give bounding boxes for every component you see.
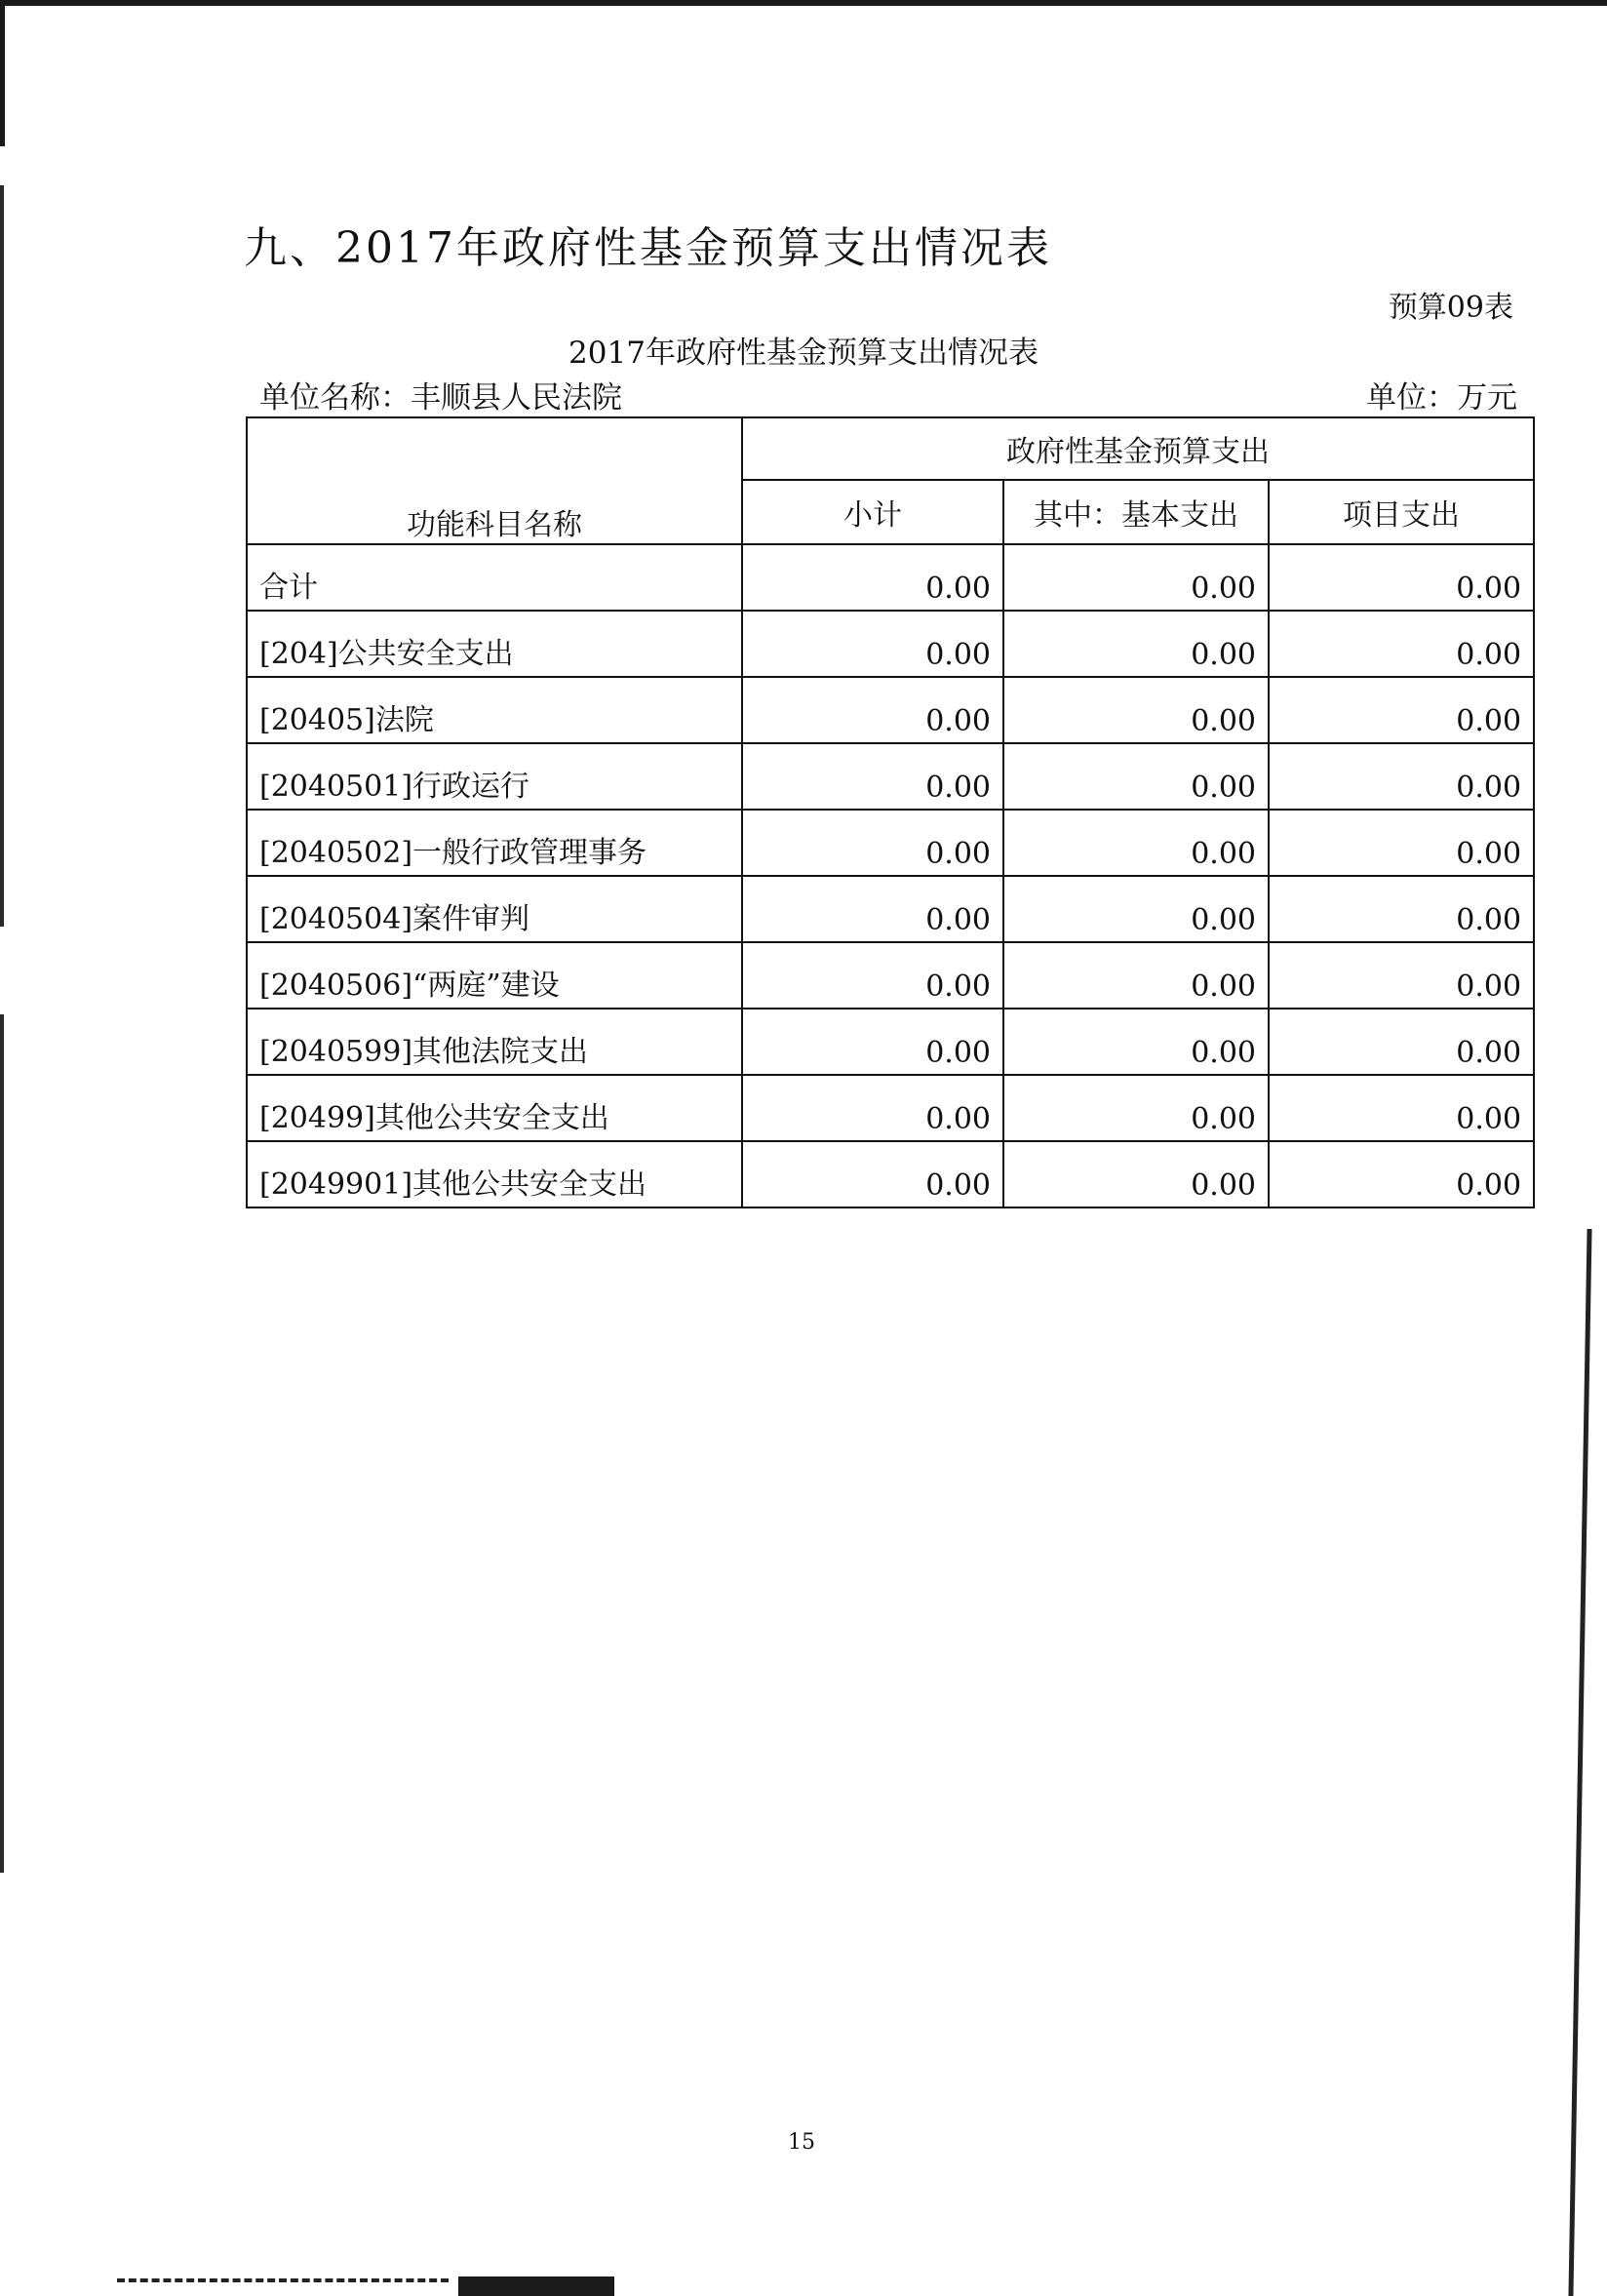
basic-cell: 0.00 bbox=[1003, 743, 1269, 810]
page-number: 15 bbox=[788, 2130, 815, 2155]
table-row bbox=[247, 942, 1534, 1009]
section-title: 九、2017年政府性基金预算支出情况表 bbox=[244, 223, 1052, 273]
subtotal-cell: 0.00 bbox=[742, 677, 1003, 743]
subtotal-cell: 0.00 bbox=[742, 876, 1003, 942]
row-name: [20499]其他公共安全支出 bbox=[247, 1075, 742, 1141]
table-row bbox=[247, 611, 1534, 677]
subtotal-cell: 0.00 bbox=[742, 810, 1003, 876]
basic-cell: 0.00 bbox=[1003, 876, 1269, 942]
project-cell: 0.00 bbox=[1269, 677, 1534, 743]
project-cell: 0.00 bbox=[1269, 544, 1534, 611]
table-row bbox=[247, 677, 1534, 743]
unit-label: 单位：万元 bbox=[1366, 380, 1517, 416]
basic-cell: 0.00 bbox=[1003, 810, 1269, 876]
project-cell: 0.00 bbox=[1269, 743, 1534, 810]
scan-edge-right bbox=[1568, 1229, 1591, 2296]
row-name: [2040501]行政运行 bbox=[247, 743, 742, 810]
scan-edge-left bbox=[0, 185, 4, 927]
scan-edge-bottom bbox=[117, 2278, 449, 2286]
budget-table bbox=[246, 416, 1535, 1208]
table-row bbox=[247, 544, 1534, 611]
table-row bbox=[247, 1009, 1534, 1075]
project-cell: 0.00 bbox=[1269, 1141, 1534, 1207]
scan-edge-left bbox=[0, 1014, 4, 1873]
column-group-header: 政府性基金预算支出 bbox=[742, 417, 1534, 480]
project-cell: 0.00 bbox=[1269, 1075, 1534, 1141]
column-header-subtotal: 小计 bbox=[742, 480, 1003, 544]
scan-edge-top bbox=[0, 0, 1607, 6]
basic-cell: 0.00 bbox=[1003, 1141, 1269, 1207]
table-row bbox=[247, 743, 1534, 810]
org-name: 单位名称：丰顺县人民法院 bbox=[259, 380, 622, 416]
project-cell: 0.00 bbox=[1269, 611, 1534, 677]
basic-cell: 0.00 bbox=[1003, 611, 1269, 677]
subtotal-cell: 0.00 bbox=[742, 611, 1003, 677]
row-name: [20405]法院 bbox=[247, 677, 742, 743]
subtotal-cell: 0.00 bbox=[742, 544, 1003, 611]
project-cell: 0.00 bbox=[1269, 810, 1534, 876]
column-header-basic: 其中：基本支出 bbox=[1003, 480, 1269, 544]
org-row bbox=[259, 373, 1517, 416]
row-name: [2049901]其他公共安全支出 bbox=[247, 1141, 742, 1207]
scan-edge-bottom bbox=[458, 2276, 614, 2296]
row-name: [2040504]案件审判 bbox=[247, 876, 742, 942]
table-row bbox=[247, 1141, 1534, 1207]
project-cell: 0.00 bbox=[1269, 876, 1534, 942]
basic-cell: 0.00 bbox=[1003, 1009, 1269, 1075]
project-cell: 0.00 bbox=[1269, 942, 1534, 1009]
form-id: 预算09表 bbox=[1388, 291, 1513, 325]
row-name: 合计 bbox=[247, 544, 742, 611]
subtotal-cell: 0.00 bbox=[742, 1009, 1003, 1075]
table-row bbox=[247, 876, 1534, 942]
column-header-name: 功能科目名称 bbox=[247, 417, 742, 544]
project-cell: 0.00 bbox=[1269, 1009, 1534, 1075]
row-name: [2040599]其他法院支出 bbox=[247, 1009, 742, 1075]
basic-cell: 0.00 bbox=[1003, 1075, 1269, 1141]
scan-edge-left bbox=[0, 0, 5, 146]
subtotal-cell: 0.00 bbox=[742, 942, 1003, 1009]
subtotal-cell: 0.00 bbox=[742, 1075, 1003, 1141]
row-name: [2040506]“两庭”建设 bbox=[247, 942, 742, 1009]
subtotal-cell: 0.00 bbox=[742, 1141, 1003, 1207]
row-name: [204]公共安全支出 bbox=[247, 611, 742, 677]
row-name: [2040502]一般行政管理事务 bbox=[247, 810, 742, 876]
basic-cell: 0.00 bbox=[1003, 544, 1269, 611]
subtotal-cell: 0.00 bbox=[742, 743, 1003, 810]
basic-cell: 0.00 bbox=[1003, 942, 1269, 1009]
column-header-project: 项目支出 bbox=[1269, 480, 1534, 544]
table-row bbox=[247, 810, 1534, 876]
table-title: 2017年政府性基金预算支出情况表 bbox=[568, 336, 1039, 371]
table-row bbox=[247, 1075, 1534, 1141]
basic-cell: 0.00 bbox=[1003, 677, 1269, 743]
